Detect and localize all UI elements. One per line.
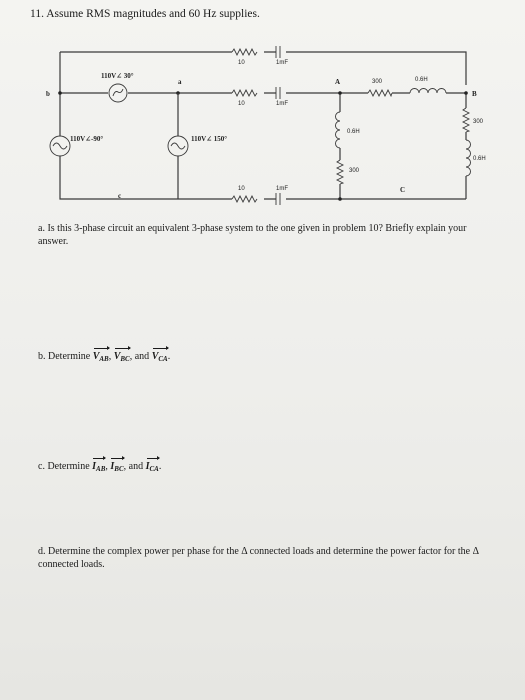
label-load-bc-resistor: 300 [473, 119, 484, 125]
vector-v-bc: $V_{BC}$ [114, 350, 130, 366]
middle-capacitor [276, 87, 280, 99]
node-label-C: C [400, 186, 406, 194]
label-load-bc-inductor: 0.6H [473, 156, 486, 162]
source-110v-30 [109, 84, 127, 102]
label-source-ab: 110V∠ 30° [101, 72, 134, 80]
question-part-b: b. Determine $V_{AB}$, $V_{BC}$, and $V_{CA}$. [38, 350, 170, 366]
question-title: 11. Assume RMS magnitudes and 60 Hz supplies. [30, 8, 260, 20]
vector-v-ca: $V_{CA}$ [152, 350, 168, 366]
vector-v-ab: $V_{AB}$ [93, 350, 109, 366]
node-label-c: c [118, 192, 122, 200]
label-source-ca: 110V∠-90° [70, 135, 104, 143]
bottom-capacitor [276, 193, 280, 205]
wire-top [60, 52, 466, 85]
question-part-c: c. Determine $I_{AB}$, $I_{BC}$, and $I_{CA}$. [38, 460, 161, 476]
label-load-ab-inductor: 0.6H [415, 77, 428, 83]
load-ca-resistor [337, 160, 343, 184]
load-bc-resistor [463, 108, 469, 132]
load-bc-inductor [466, 140, 471, 176]
label-source-bc: 110V∠ 150° [191, 135, 228, 143]
top-capacitor [276, 46, 280, 58]
label-middle-capacitor: 1mF [276, 101, 288, 107]
vector-i-ca: $I_{CA}$ [146, 460, 159, 476]
label-bottom-capacitor: 1mF [276, 186, 288, 192]
label-load-ca-resistor: 300 [349, 168, 360, 174]
label-middle-resistor: 10 [238, 101, 245, 107]
load-ab-resistor [368, 90, 392, 96]
node-label-B: B [472, 90, 477, 98]
label-load-ab-resistor: 300 [372, 79, 383, 85]
node-label-b: b [46, 90, 50, 98]
node-label-a: a [178, 78, 182, 86]
load-ab-inductor [410, 89, 446, 94]
label-top-resistor: 10 [238, 60, 245, 66]
label-load-ca-inductor: 0.6H [347, 129, 360, 135]
label-top-capacitor: 1mF [276, 60, 288, 66]
middle-resistor [232, 90, 257, 96]
bottom-resistor [232, 196, 257, 202]
top-resistor [232, 49, 257, 55]
vector-i-ab: $I_{AB}$ [92, 460, 105, 476]
three-phase-circuit-diagram [0, 0, 525, 215]
question-part-a: a. Is this 3-phase circuit an equivalent 3-phase system to the one given in problem 10? Briefly explain your answer. [38, 223, 467, 247]
label-bottom-resistor: 10 [238, 186, 245, 192]
vector-i-bc: $I_{BC}$ [110, 460, 123, 476]
node-label-A: A [335, 78, 341, 86]
load-ca-inductor [336, 112, 341, 148]
question-part-d: d. Determine the complex power per phase for the Δ connected loads and determine the power factor for the Δ connected loads. [38, 546, 479, 570]
